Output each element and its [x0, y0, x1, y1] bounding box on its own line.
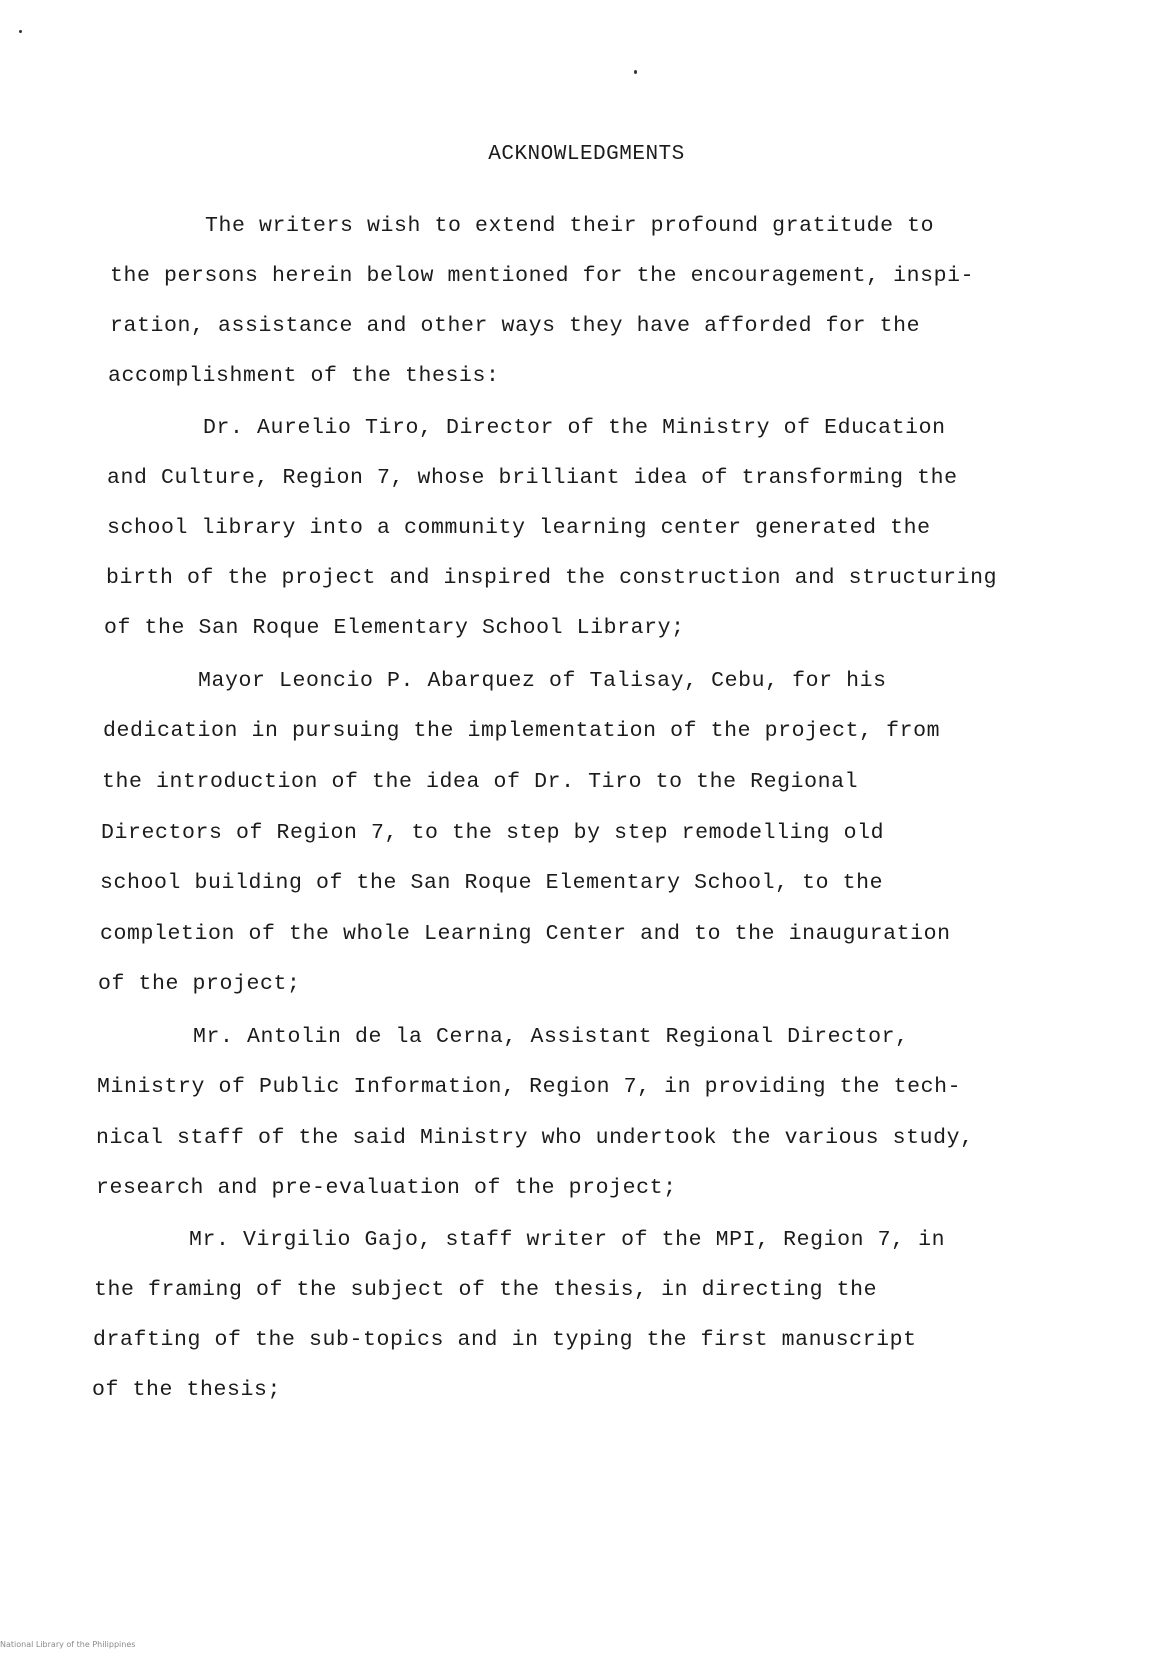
- text-line: accomplishment of the thesis:: [108, 364, 500, 388]
- text-line: The writers wish to extend their profound gratitude to: [205, 214, 935, 238]
- text-line: Ministry of Public Information, Region 7, in providing the tech-: [97, 1075, 962, 1099]
- scan-speck: [19, 30, 22, 33]
- scan-footer: National Library of the Philippines: [0, 1640, 136, 1649]
- text-line: school building of the San Roque Elementary School, to the: [100, 871, 884, 895]
- text-line: of the thesis;: [92, 1378, 282, 1402]
- text-line: Mr. Virgilio Gajo, staff writer of the MPI, Region 7, in: [189, 1228, 946, 1252]
- text-line: and Culture, Region 7, whose brilliant idea of transforming the: [107, 466, 958, 490]
- text-line: of the San Roque Elementary School Library;: [104, 616, 685, 640]
- text-line: school library into a community learning center generated the: [107, 516, 931, 540]
- text-line: ration, assistance and other ways they have afforded for the: [110, 314, 921, 338]
- text-line: Directors of Region 7, to the step by step remodelling old: [101, 821, 885, 845]
- text-line: Dr. Aurelio Tiro, Director of the Ministry of Education: [203, 416, 946, 440]
- text-line: dedication in pursuing the implementation of the project, from: [103, 719, 941, 743]
- text-line: Mr. Antolin de la Cerna, Assistant Regional Director,: [193, 1025, 909, 1049]
- text-line: of the project;: [98, 972, 301, 996]
- text-line: Mayor Leoncio P. Abarquez of Talisay, Cebu, for his: [198, 669, 887, 693]
- text-line: research and pre-evaluation of the project;: [96, 1176, 677, 1200]
- text-line: birth of the project and inspired the construction and structuring: [106, 566, 998, 590]
- scan-speck: [634, 70, 637, 74]
- text-line: the persons herein below mentioned for the encouragement, inspi-: [110, 264, 975, 288]
- text-line: the framing of the subject of the thesis, in directing the: [94, 1278, 878, 1302]
- text-line: the introduction of the idea of Dr. Tiro to the Regional: [102, 770, 859, 794]
- text-line: completion of the whole Learning Center and to the inauguration: [100, 922, 951, 946]
- text-line: nical staff of the said Ministry who undertook the various study,: [96, 1126, 974, 1150]
- page-title: ACKNOWLEDGMENTS: [488, 143, 685, 166]
- text-line: drafting of the sub-topics and in typing the first manuscript: [93, 1328, 917, 1352]
